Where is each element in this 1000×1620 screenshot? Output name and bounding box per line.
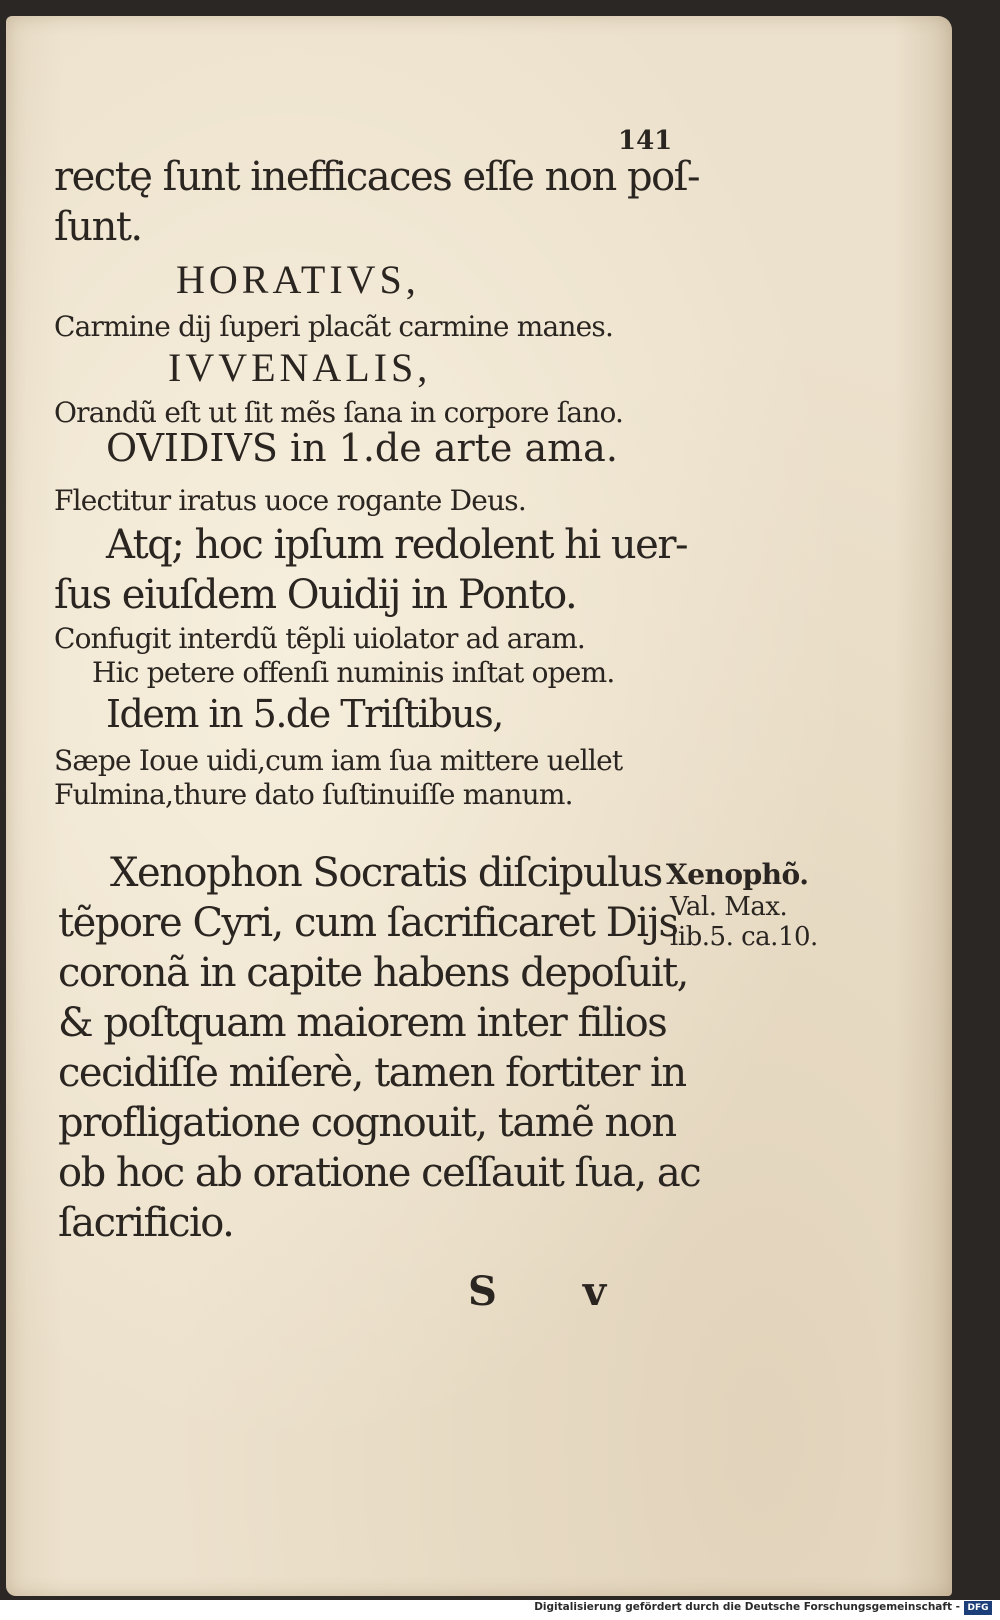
text-line: coronã in capite habens depoſuit, — [58, 950, 688, 996]
marginal-note: Xenophõ. — [666, 858, 809, 891]
section-heading: IVVENALIS, — [168, 345, 432, 390]
section-heading: HORATIVS, — [176, 257, 420, 302]
marginal-note: lib.5. ca.10. — [670, 922, 818, 952]
section-heading: Idem in 5.de Triſtibus, — [106, 692, 503, 736]
text-line: ſunt. — [54, 204, 142, 250]
text-line: ſus eiuſdem Ouidij in Ponto. — [54, 572, 577, 618]
text-line: rectę ſunt inefficaces eſſe non poſ- — [54, 154, 699, 200]
marginal-note: Val. Max. — [670, 892, 788, 922]
text-line: ſacrificio. — [58, 1200, 234, 1246]
dfg-logo: DFG — [964, 1601, 992, 1615]
text-line: ob hoc ab oratione ceſſauit ſua, ac — [58, 1150, 701, 1196]
text-line: cecidiſſe miſerè, tamen fortiter in — [58, 1050, 686, 1096]
page-number: 141 — [618, 126, 673, 156]
verse-line: Hic petere offenſi numinis inſtat opem. — [92, 656, 615, 689]
verse-line: Flectitur iratus uoce rogante Deus. — [54, 484, 526, 517]
verse-line: Orandũ eſt ut ſit mẽs ſana in corpore ſano. — [54, 396, 624, 429]
digitization-credit: Digitalisierung gefördert durch die Deutsche Forschungsgemeinschaft - — [534, 1601, 960, 1613]
verse-line: Fulmina,thure dato ſuſtinuiſſe manum. — [54, 778, 573, 811]
section-heading: OVIDIVS in 1.de arte ama. — [106, 426, 618, 470]
text-line: Xenophon Socratis diſcipulus — [110, 850, 662, 896]
text-line: & poſtquam maiorem inter filios — [58, 1000, 667, 1046]
text-line: Atq; hoc ipſum redolent hi uer- — [106, 522, 687, 568]
book-page — [6, 16, 952, 1596]
catchword: S v — [468, 1268, 643, 1315]
text-line: tẽpore Cyri, cum ſacrificaret Dijs — [58, 900, 678, 946]
verse-line: Confugit interdũ tẽpli uiolator ad aram. — [54, 622, 585, 655]
verse-line: Carmine dij ſuperi placãt carmine manes. — [54, 310, 614, 343]
text-line: profligatione cognouit, tamẽ non — [58, 1100, 676, 1146]
verse-line: Sæpe Ioue uidi,cum iam ſua mittere uellet — [54, 744, 623, 777]
